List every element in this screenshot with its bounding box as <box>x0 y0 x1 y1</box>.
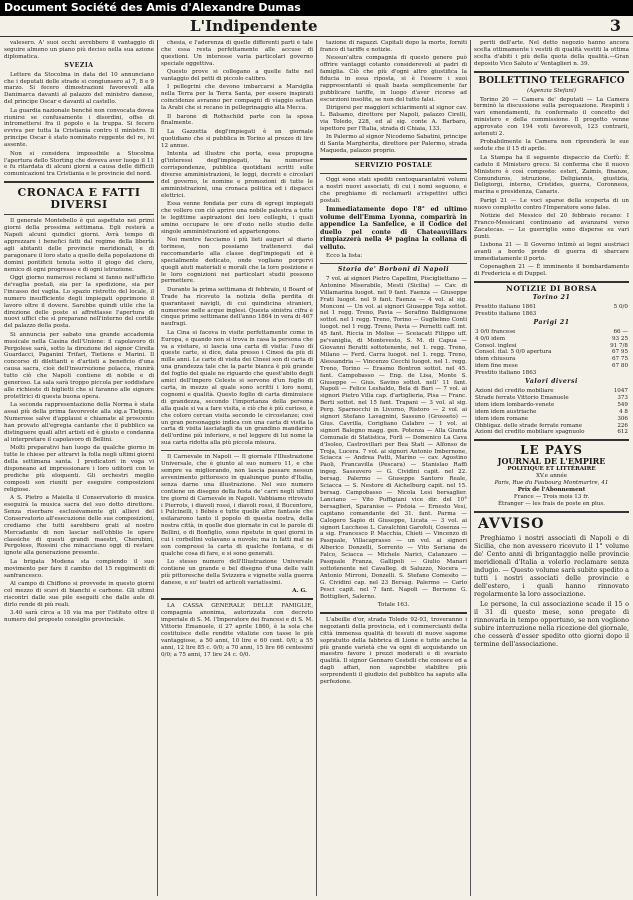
advertisement-paragraph: L'abeille d'or, strada Toledo 92-93, troveranno i negozianti della provincia, ed i commercianti della città immensa qualità di tessuti di nuove sagome sopratutto della fabbrica di Lione e tutte anche la più grande varietà che va ogni di acquistando un maestro favore i prezzi moderati e di svariato qualità. Il signor Gennaro Cestelli che conosce ed a dagli affari, non saprebbe stabilire più sorprendenti il giudizio del pubblico ha saputo alla perfezione. <box>320 616 467 686</box>
section-rule <box>474 439 629 441</box>
advert-title-le-pays: LE PAYS <box>520 443 583 458</box>
article-paragraph: Molti preparativi han luogo da qualche giorno in tutte le chiese per attrarvi la folla negli ultimi giorni della settimana santa. I predicatori in voga vi disponeano ad impressionare i loro uditorii con le prediche più eloquenti. Gli orchestri meglio composti son riuniti per eseguire composizioni religiose. <box>4 445 154 493</box>
table-cell: Prestito italiano 1863 <box>475 370 537 377</box>
table-row <box>474 363 629 370</box>
market-subheading: Torino 21 <box>532 294 571 302</box>
article-paragraph: Oggi giorno numerosi reclami si fanno nell'ufficio de'vaglia postali, sia per la spedizione, sia per l'incasso dei vaglia. Lo spazio ristretto del locale, il numero insufficiente degli impiegati opprimono il lavoro oltre il dovere. Sarebbe quindi utile che la direzione delle poste si affrettasse l'apertura di nuovi uffici che si preparano nell'interno del cortile del palazzo della posta. <box>4 274 154 330</box>
table-cell: 4 8 <box>619 408 628 415</box>
market-subheading: Valori diversi <box>525 378 578 386</box>
article-paragraph: Il generale Montebello è qui aspettato nei primi giorni della prossima settimana. Egli resterà a Napoli alcuni quindici giorni. Avrà tempo di apprezzare i benefici fatti dal regime della libertà agli abitanti delle provincie meridionali, e di paragonare il loro stato a quello della popolazione di domini pontificii tenuta sotto il giogo del clero, nemico di ogni progresso e di ogni istruzione. <box>4 218 154 273</box>
article-paragraph: periti dell'arte. Nel detto negozio hanno ancora scelta ottimamente i vestiti di qualità vestiti la ottima scelta d'abiti i più della quota della qualità.—Gran deposito Vico Saluto a' Ventaglieri n. 39. <box>474 40 629 67</box>
table-cell <box>597 311 629 318</box>
masthead <box>0 16 633 37</box>
newspaper-title: L'Indipendente <box>190 17 318 35</box>
section-heading-cronaca: CRONACA E FATTI DIVERSI <box>17 186 141 212</box>
table-cell: idem idem lombardo-venete <box>475 401 555 408</box>
section-rule <box>320 173 467 174</box>
table-cell: idem fine mese <box>475 363 518 370</box>
article-paragraph: Il barone di Rothschild parte con la sposa finalmente. <box>161 113 313 127</box>
table-cell: 549 <box>617 401 628 408</box>
article-paragraph: I pellegrini che devono imbarcarsi a Marsiglia nella Terra per la Terra Santa, per essere inspirati coincidenze avranno per compagni di viaggio settan la Arabi che si recano in pellegrinaggio alla Mecca. <box>161 84 313 112</box>
article-paragraph: Essa venne fondata per cura di egregi impiegati che vollero con ciò aprire una nobile palestra a tutte le legittime aspirazioni dei loro colleghi, i quali amino occupare le ore d'ozio nello studio delle singole amministrazioni ed appartengono. <box>161 200 313 235</box>
article-paragraph: chesia, e l'aderenza di quelle differenti parti è tale che essa resta perfettamente alle accuse di questioni. Un interesse varia particolari governo speciale oggettiva. <box>161 40 313 67</box>
section-rule <box>320 263 467 264</box>
article-paragraph: Torino 20 — Camera de' deputati — La Camera terminò la discussione sulla perequazione. Respinti i vari emendamenti, fu confermato il concetto del ministero e della commissione. Il progetto venne approvato con 194 voti favorevoli, 123 contrarii, astenuti 2. <box>474 96 629 138</box>
column-divider <box>157 40 158 896</box>
article-paragraph: Ecco la lista: <box>326 253 363 260</box>
article-paragraph: A S. Pietro a Maiella il Conservatorio di musica eseguirà la musica sacra del suo dotto direttore. Senza riserbare esclusivamente gli allievi del Conservatorio all'esecuzione delle sue composizioni, crediamo che tutti sarebbero grati al nostro Mercadante di non lasciar nell'obblio le opere classiche di questi grandi maestri, Cherubini, Pergolese, Rossini che minacciano oggi di restare ignote alla generazione presente. <box>4 495 154 557</box>
table-cell: 306 <box>617 415 628 422</box>
table-cell: 66 — <box>613 328 628 335</box>
avviso-section <box>474 516 629 648</box>
article-paragraph: Lisbona 21 — Il Governo intimò ai legni austriaci avanti a bordo prede di guerra di sbarcare immediatamente il porto. <box>474 242 629 262</box>
article-paragraph: Intenta ad illustre che porta, essa propugna gl'interessi degl'impiegati, ha numerose corrispondenze, pubblica quotidiani scritti sulle diverse amministrazioni, le leggi, decreti e circolari del governo, le nomine e promozioni di tutte le amministrazioni, una cronaca politica ed i dispacci elettrici. <box>161 151 313 199</box>
table-row <box>474 336 629 343</box>
table-cell: idem idem romane <box>475 415 529 422</box>
table-cell: 91 7/8 <box>610 342 628 349</box>
table-cell: 4 0/0 idem <box>475 335 506 342</box>
section-rule <box>4 181 154 183</box>
column-2 <box>161 40 313 896</box>
section-rule <box>320 612 467 614</box>
page-number: 3 <box>609 16 621 35</box>
section-rule <box>320 158 467 160</box>
article-paragraph: Parigi 21 — Le voci sparse della scoperta di un nuovo complotto contro l'Imperatore sono false. <box>474 197 629 211</box>
table-row <box>474 423 629 430</box>
section-heading-bollettino: BOLLETTINO TELEGRAFICO <box>478 75 625 86</box>
table-cell: idem chiusura <box>475 356 516 363</box>
section-rule <box>161 450 313 451</box>
article-paragraph: Notizie del Messico del 20 febbraio recano: I Franco-Messicani continuano ad avanzarsi verso Zacatecas. — Le guerriglie sono disperse su vari punti. <box>474 213 629 240</box>
table-row <box>474 311 629 318</box>
table-row <box>474 416 629 423</box>
subscriber-list: 7 vol. ai signori Pietro Capellini, Piscigliettano — Antonino Miserabile, Mesti (Sicilia) — Cav. di Villamarina luogot. nel 9 fant. Faenza — Giuseppe Frati luogot. nel 9 fant. Faenza — 4 vol. al sig. Monconi — Un vol. ai signori Giuseppe Toja sottot. nel 1 regg. Treno, Pavia — Serafino Baldignuone sottot. nel 1 regg. Treno, Torino — Guglielmo Conti luogot. nel 1 regg. Treno, Pavia — Pernetti caff. int. 45 fant. Riccia in Molise — Sceiacati Filippo uff. pe'vaniglia, di Montevesto, S. M. di Capua — Giovanni Beratti sottotenente, nel 1. regg. Treno, Milano — Ferd. Carra luogot. nel 1. regg. Treno, Alessandria — Vincenzo Cecchi luogot. nel 1. regg. Treno, Torino — Erasmo Bontron sottot. nel 45. fant. Campobasso — Eng. de Lisa, Monte S. Giuseppe — Gius. Savino sottot. nell' 11 fant. Napoli — Felice Leshaldo, Bela di Bari — 7 vol. ai signori Pietro Villa cap. d'artiglieria, Pisa — Franc. Berti sottot. nel 15 fant. Trapani — 3 vol. al sig. Perg. Sparnocchi in Livorno, Ristoro — 2 vol. ai signori Stefano Lavagnini, Sassuno (Grosseto) — Gius. Cavrilla, Corigliano Calabro — 1 vol. ai signori Balegno magg. gen. Potenza — Alla Giunta Comunale di Statistica, Forlì — Domenico La Cava d'Isoleo, Castrovillari per Bea Stati — Alfonso de Troja, Lucera. 7 vol. ai signori Antonio Imbernone, Sciacca — Andrea Patti, Marino — cav. Agostino Paoli, Francavilla (Pescara) — Stanislao Raffi ingeg. Sassuvero — G. Cividini capit. nel 22. bersag. Palermo — Giuseppe Santoro Reale, Sciacca — S. Nestore di Aichelburg capit. nel 15. bersag. Campobasso — Nicola Lesi bersaglier. Lanciano — Vito Puffigiani vice dir. del 10° bersaglieri, Sparanise — Pistoia — Ernesto Vesi, capitano comandante del 31. fant. Parma — Calogero Sapio di Giuseppe, Licata — 3 vol. ai signori Lucchese L. Cavalchini Garofoli, Cosenza — a sig. Francesco P. Macchia, Chieti — Vincenzo di Pasquale, Villacaprasso — un vol. ai signori Alberico Donzelli, Sorrento — Vito Seriana de Falco, Sciacca — Michele Narici, Catanzaro — Pasquale Franza, Gallipoli — Giulio Manari sottotenente nel Cavalleg. di Saluzzo, Nocera — Antonio Mirroni, Donzelli. S. Stefano Comesito — G. Cividini cap. nel 23 Bersag. Palermo — Carlo Pesci capit. nel 7 fant. Napoli — Bernone G. Bottiglieri, Salerno. <box>320 275 467 600</box>
table-cell: Prestito italiano 1863 <box>475 310 537 317</box>
column-1 <box>4 40 154 896</box>
advert-subtitle: JOURNAL DE L'EMPIRE <box>497 456 606 467</box>
article-paragraph: Le persone, la cui associazione scade il 15 o il 31 di questo mese, sono pregate di rinnovarla in tempo opportuno, se non vogliono subire interruzione nella ricezione del giornale, che cesserà d'esser spedito otto giorni dopo il termine dell'associazione. <box>474 599 629 648</box>
article-paragraph: tazione di ragazzi. Capitali dopo la morte, forniti franco di tariffe e notizie. <box>320 40 467 53</box>
table-row <box>474 349 629 356</box>
table-row <box>474 402 629 409</box>
advert-line: XV.e année <box>535 473 568 480</box>
table-cell <box>598 370 629 377</box>
table-cell: 3 0/0 francese <box>475 328 516 335</box>
article-paragraph: valesero. A' suoi occhi avrebbero il vantaggio di seguire almeno un piano più deciso nella sua azione diplomatica. <box>4 40 154 60</box>
section-rule <box>474 71 629 73</box>
table-cell: Consol. ital. 5 0/0 apertura <box>475 349 552 356</box>
column-divider <box>470 40 471 896</box>
table-cell: idem idem austriache <box>475 408 537 415</box>
table-cell: 612 <box>617 429 628 436</box>
article-paragraph: Probabilmente la Camera non riprenderà le sue sedute che il 15 di aprile. <box>474 139 629 153</box>
section-rule <box>4 214 154 215</box>
article-paragraph: Dirigersi per maggiori schiarimenti al signor cav. L. Balsamo, direttore per Napoli, palazzo Cirelli, via Toledo, 228, ed al sig. conte A. Barbaro, ispettore per l'Italia, strada di Chiaia, 133. <box>320 105 467 132</box>
advert-line: POLITIQUE ET LITTÉRAIRE <box>507 466 596 473</box>
article-paragraph: La guardia nazionale benché non convocata dovea riunirsi se confusamente i disordini, offse di intromettersi fra il popolo e la truppa. Si fecero evviva per tutta la Cristiania contro il ministro. Il principe Oscar è stato nominato reggente del re, ivi assente. <box>4 107 154 149</box>
article-paragraph: Preghiamo i nostri associati di Napoli e di Sicilia, che non avessero ricevuto il 1° volume de' Cento anni di brigantaggio nelle provincie meridionali d'Italia a volerlo reclamare senza indugio. — Questo volume sarà subito spedito a tutti i nostri associati delle provincie e dell'estero, i quali hanno rinnovato regolarmente la loro associazione. <box>474 534 629 599</box>
market-table-torino <box>474 304 629 318</box>
advert-line: Paris, Rue du Faubourg Montmartre, 41 <box>494 480 609 487</box>
advert-line: Prix de l'Abonnement <box>517 487 586 494</box>
table-cell: Obbligaz. delle strade ferrate romane <box>475 422 583 429</box>
table-cell: 5 0/0 <box>613 304 628 310</box>
article-paragraph: Questo prove si collegano a quelle fatte nel vantaggio del petti di piccolo calibro. <box>161 69 313 83</box>
article-paragraph: Nessun'altra compagnia di questo genere può offrire vantaggi cotanto considerevoli ai padri di famiglia. Ciò che più d'ogni altro giustifica la fiducia in essa riposta, si è l'essere i suoi rappresentanti sì quali basta semplicemente far pubblicare tariffe, in luogo d'aver ricorso ad escurzioni insolite, se non del tutto falsi. <box>320 55 467 103</box>
article-paragraph: Copenaghen 21 — È imminente il bombardamento di Fredericia e di Duppel. <box>474 264 629 278</box>
article-paragraph: La Cina si faceva in visite perfettamente come in Europa, e quando non si trova in casa la persona che va a visitare, si lascia una carta di visita: l'uso di queste carte, si dice, data presso i Cinesi da più di mille anni. Le carte di visita dei Cinesi son di carta di una grandezza tale che la parte bianca è più grande del foglio del quale ne riguardo che quest'abito degli amici dell'impero Celeste si servono d'un foglio di carta, in mezzo al quale sono scritti i loro nomi, cognomi e qualità. Questo foglio di carta diminuisce di grandezza, secondo l'importanza della persona alla quale si va a fare visita, e ciò che è più curioso, è che coloro cercan visita secondo le circostanze; così un gran personaggio indica con una carta di visita la carta di visita lasciatagli da un grandino mandarino dell'ordine più inferiore, e nel leggere di lui nome la sua carta ridotta alla più piccola misura. <box>161 329 313 447</box>
article-paragraph: Lettere da Stocolma in data del 10 annunciano che i deputati delle strade si congiunsero al 7, 8 e 9 marzo. Si fecero dimostrazioni favorevoli alla Danimarca davanti al palazzo del ministro danese, del principe Oscar e davanti al castello. <box>4 71 154 106</box>
table-cell: 67 75 <box>611 356 628 363</box>
article-paragraph: In Palermo al signor Nicodemo Sabatini, principe di Santa Margherita, direttore per Palermo, strada Maqueda, palazzo proprio. <box>320 134 467 155</box>
section-heading-borsa: NOTIZIE DI BORSA <box>506 284 597 294</box>
section-rule <box>161 598 313 600</box>
table-row <box>474 370 629 377</box>
section-heading-avviso: AVVISO <box>478 516 545 533</box>
table-cell: 93 25 <box>611 335 628 342</box>
table-row <box>474 304 629 311</box>
table-row <box>474 429 629 436</box>
article-paragraph: Il Carnevale in Napoli — Il giornale l'Illustrazione Universale, che è giunto al suo numero 11, e che sempre va migliorando, non lascia passare nessun avvenimento pittoresco in qualunque punto d'Italia, senza darne una illustrazione. Nel suo numero contiene un disegno della festa de' carri negli ultimi tre giorni di Carnevale in Napoli. Vabbiamo ritrovato i Pierrots, i diavoli rossi, i diavoli rossi, il Bucentoro, i Pulcinelli, i Bébés e tutte quelle altre fantasie che esilararono tanto il popolo di questa nostra, della nostra città, in quelle due giornate in cui le parole di Bellini, o di Bonfiglio, sono ripetute in quei giorni in cui i corbellini volavano a nuvole; ma in fatti mal ne son compressi la carta di qualche fontana, e di qualche cosa di fare, e si sono generati. <box>161 454 313 557</box>
table-row <box>474 343 629 350</box>
market-table-valori <box>474 388 629 436</box>
table-cell: Consol. inglesi <box>475 342 517 349</box>
section-heading-svezia: SVEZIA <box>64 61 94 69</box>
section-heading-servizio: SERVIZIO POSTALE <box>354 162 433 169</box>
table-cell: 67 80 <box>611 363 628 370</box>
subscriber-total: Totale 163. <box>377 602 410 608</box>
table-cell: Strade ferrate Vittorio Emanuele <box>475 394 569 401</box>
table-row <box>474 356 629 363</box>
article-paragraph: Durante la prima settimana di febbraio, il Board of Trade ha ricevuto la notizia della perdita di quarantasei navigli, di cui quindicina stranieri, numerose nelle acque inglesi. Questa sinistra cifra è cinque prime settimane dell'anno 1864 in vera di 467 naufragi. <box>161 286 313 328</box>
table-cell: 67 95 <box>611 349 628 356</box>
market-subheading: Parigi 21 <box>533 318 570 326</box>
document-banner: Document Société des Amis d'Alexandre Dumas <box>0 0 633 16</box>
market-table-parigi <box>474 329 629 377</box>
column-3 <box>320 40 467 896</box>
section-rule <box>474 511 629 513</box>
table-row <box>474 395 629 402</box>
table-row <box>474 388 629 395</box>
section-heading-storia: Storia de' Borboni di Napoli <box>337 266 450 273</box>
article-paragraph: Lo stesso numero dell'Illustrazione Universale contiene un grande e bel disegno d'una delle valli più pittoresche della Svizzera e vignette sulla guerra danese, e su' teatri ed articoli variatissimi. <box>161 559 313 586</box>
columns <box>4 40 629 896</box>
article-paragraph: La seconda rappresentazione della Norma è stata assai più della prima favorevole alla sig.a Tietjens. Numerose salve d'applausi e chiamate al proscenio han provato all'egregia cantante che il pubblico sa distinguere quali altri artisti ed è giusto e condanna al interpretare il capolavoro di Bellini. <box>4 402 154 443</box>
article-paragraph: La Gazzetta degl'impiegati è un giornale quotidiano che si pubblica in Torino al prezzo di lire 12 annue. <box>161 128 313 149</box>
article-paragraph: 3.40 sarà circa a 18 via ma per l'istituto oltre il numero del proposto consiglio provinciale. <box>4 610 154 623</box>
article-paragraph: Si annuncia per sabato una grande accademia musicale nella Casina dell'Unione: il capolavoro di Pergolese sarà, sotto la direzione del signor Cirella Guardacci, Paganini Trifari, Tietiens e Marini. Il concorso di dilettanti e d'artisti a beneficio d'una causa sacra, cioè dell'insurrezione polacca, riunirà tutto ciò che Napoli contiene di nobile e di generoso. La sala sarà troppo piccola per soddisfare alle richieste di biglietti che si faranno alle signore protettrici di questa buona opera. <box>4 331 154 400</box>
article-paragraph: Immediatamente dopo l'8° ed ultimo volume dell'Emma Lyonna, comparirà in appendice La Sanfelice, e il Codice del duello pel conte di Chateauvillars rimpiazzerà nella 4ª pagina la collana di velluto. <box>320 206 467 251</box>
table-row <box>474 329 629 336</box>
table-cell: 373 <box>617 394 628 401</box>
advertisement-paragraph: LA CASSA GENERALE DELLE FAMIGLIE, compagnia anonima, autorizzata con decreto imperiale di S. M. l'Imperatore dei francesi e di S. M. Vittorio Emanuele, il 27 aprile 1860, è la sola che costituisce delle rendite vitalizie con tasse le più vantaggiose, a 50 anni, 10 lire e 60 cent. 0/0; a 55 anni, 12 lire 85 c. 0/0; a 70 anni, 15 lire 66 centesimi 0/0; a 75 anni, 17 lire 24 c. 0/0. <box>161 603 313 658</box>
article-paragraph: Non si considera impossibile a Stocolma l'apertura dello Storting che doveva aver luogo il 11 e fu ritardata di alcuni giorni a causa delle difficili comunicazioni tra Cristiania e le provincie del nord. <box>4 150 154 178</box>
article-paragraph: Oggi sono stati spediti centoquarantatré volumi a nostri nuovi associati, di cui i nomi seguono, e che preghiamo di reclamarli a'rispettivi uffici postali. <box>320 176 467 204</box>
table-cell: Azioni del credito mobiliare spagnuolo <box>475 429 585 436</box>
article-paragraph: Al campo di Chiffono si provvede in questo giorni col mezzo di scavi di bianchi e carbone. Gli ultimi riscontri dalle sue pile eseguiti che dalle aule di dirlo rende di più reali. <box>4 580 154 608</box>
article-signature: A. G. <box>292 588 307 595</box>
article-paragraph: La brigata Modena sta compiendo il suo movimento per fare il cambio del 15 reggimenti di sanfrancesco. <box>4 558 154 579</box>
table-cell: Prestito italiano 1861 <box>475 304 537 310</box>
table-cell: 226 <box>617 422 628 429</box>
table-cell: 1047 <box>613 387 628 394</box>
section-rule <box>474 281 629 283</box>
table-row <box>474 409 629 416</box>
table-cell: Azioni del credito mobiliare <box>475 387 554 394</box>
column-divider <box>316 40 317 896</box>
advert-line: Étranger — les frais de poste en plus. <box>497 501 606 508</box>
column-4 <box>474 40 629 896</box>
advert-line: France — Trois mois 13 fr. <box>513 494 590 501</box>
article-paragraph: Noi mentre facciamo i più lieti auguri al diario torinese, non possiamo trattenerci dal raccomandarlo alla classe degl'impiegati ed è specialmente dedicato, onde vogliano porgervi quegli aiuti materiali e morali che la loro posizione e le loro cognizioni nei particolari studii possono permettere. <box>161 236 313 285</box>
section-subheading: (Agenzia Stefani) <box>527 87 576 94</box>
article-paragraph: La Stampa ha il seguente dispaccio da Corfù: È caduto il Ministero greco. Si conferma che il nuovo Ministero è così composto: esteri, Zaimis, finanze, Comunduros, istruzione, Deligiannis, giustizia, Deligiorgi, interno, Cristides, guerra, Coronneos, marina e presidenza, Canaris. <box>474 154 629 196</box>
